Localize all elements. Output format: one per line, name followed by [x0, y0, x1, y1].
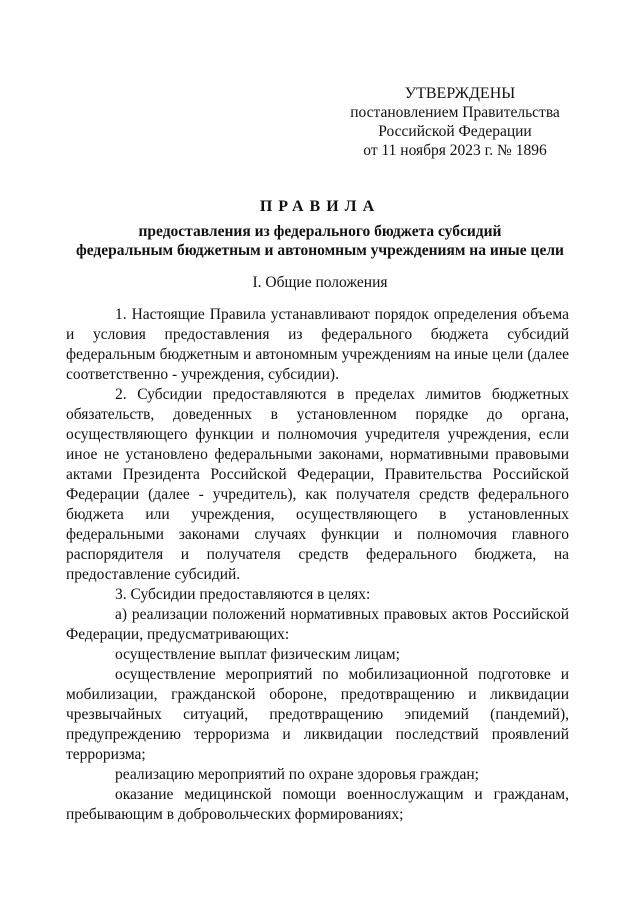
- paragraph-3: 3. Субсидии предоставляются в целях:: [115, 586, 371, 603]
- section-heading: I. Общие положения: [252, 274, 388, 291]
- approval-line-2: Российской Федерации: [378, 123, 532, 140]
- document-title: ПРАВИЛА: [259, 198, 381, 215]
- paragraph-3a-item-3: реализацию мероприятий по охране здоровья граждан;: [115, 766, 479, 783]
- approval-block: [330, 84, 580, 160]
- paragraph-2: 2. Субсидии предоставляются в пределах лимитов бюджетных обязательств, доведенных в установленном порядке до органа, осуществляющего функции и полномочия учредителя учреждения, если иное не установлено федеральными законами, нормативными правовыми актами Президента Российской Федерации, Правительства Российской Федерации (далее - учредитель), как получателя средств федерального бюджета или учреждения, осуществляющего в установленных федеральными законами случаях функции и полномочия главного распорядителя и получателя средств федерального бюджета, на предоставление субсидий.: [66, 386, 569, 583]
- paragraph-3a-item-4: оказание медицинской помощи военнослужащим и гражданам, пребывающим в добровольческих формированиях;: [66, 786, 569, 823]
- approval-line-3: от 11 ноября 2023 г. № 1896: [363, 142, 547, 159]
- approval-heading: УТВЕРЖДЕНЫ: [404, 85, 516, 102]
- approval-line-1: постановлением Правительства: [350, 104, 560, 121]
- paragraph-3a-item-2: осуществление мероприятий по мобилизационной подготовке и мобилизации, гражданской обороне, предотвращению и ликвидации чрезвычайных ситуаций, предотвращению эпидемий (пандемий), предупреждению терроризма и ликвидации последствий проявлений терроризма;: [66, 666, 569, 763]
- subtitle-line-1: предоставления из федерального бюджета субсидий: [138, 223, 502, 240]
- paragraph-1: 1. Настоящие Правила устанавливают порядок определения объема и условия предоставления из федерального бюджета субсидий федеральным бюджетным и автономным учреждениям на иные цели (далее соответственно - учреждения, субсидии).: [66, 306, 569, 383]
- paragraph-3a-item-1: осуществление выплат физическим лицам;: [115, 646, 400, 663]
- document-body: [66, 305, 569, 825]
- subtitle-line-2: федеральным бюджетным и автономным учреждениям на иные цели: [76, 242, 564, 259]
- paragraph-3a: а) реализации положений нормативных правовых актов Российской Федерации, предусматривающих:: [66, 606, 569, 643]
- document-subtitle: [60, 222, 580, 260]
